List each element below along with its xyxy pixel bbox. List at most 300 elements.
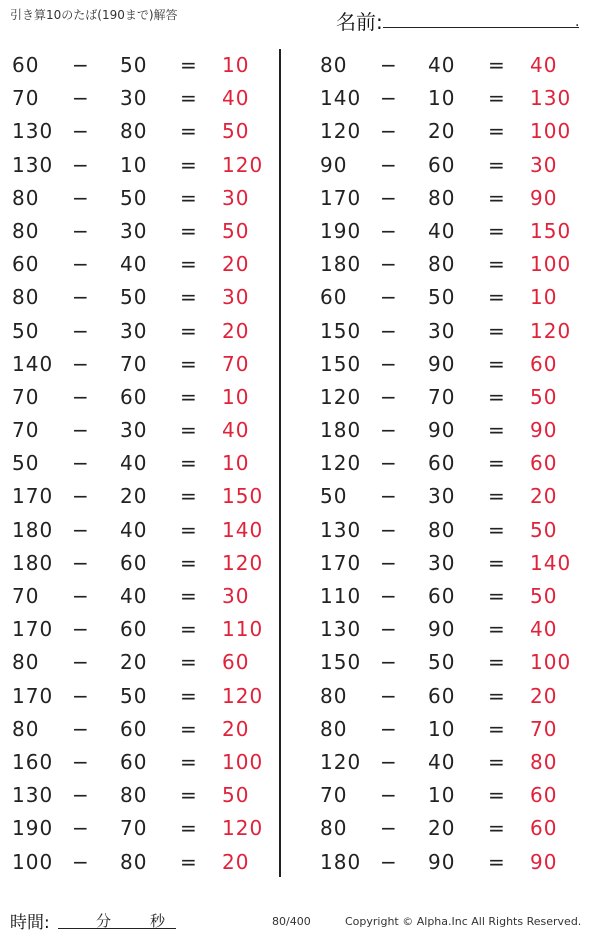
problem-row bbox=[0, 447, 290, 480]
subtrahend: 40 bbox=[428, 218, 456, 243]
minus-sign: − bbox=[72, 152, 90, 177]
subtrahend: 30 bbox=[120, 318, 148, 343]
equals-sign: = bbox=[488, 218, 506, 243]
problem-row bbox=[308, 49, 598, 82]
problem-row bbox=[308, 514, 598, 547]
equals-sign: = bbox=[488, 816, 506, 841]
name-label: 名前: bbox=[336, 10, 383, 34]
minuend: 140 bbox=[320, 86, 362, 111]
answer: 110 bbox=[222, 617, 264, 642]
subtrahend: 30 bbox=[428, 484, 456, 509]
answer: 50 bbox=[530, 384, 558, 409]
problem-row bbox=[0, 680, 290, 713]
problem-row bbox=[308, 315, 598, 348]
problem-row bbox=[308, 281, 598, 314]
equals-sign: = bbox=[180, 849, 198, 874]
subtrahend: 50 bbox=[120, 683, 148, 708]
answer: 20 bbox=[222, 252, 250, 277]
copyright-notice: Copyright © Alpha.Inc All Rights Reserved. bbox=[345, 915, 582, 928]
minus-sign: − bbox=[380, 783, 398, 808]
equals-sign: = bbox=[488, 783, 506, 808]
subtrahend: 30 bbox=[120, 218, 148, 243]
equals-sign: = bbox=[180, 351, 198, 376]
answer: 100 bbox=[530, 119, 572, 144]
right-problem-column bbox=[308, 49, 598, 879]
subtrahend: 80 bbox=[120, 783, 148, 808]
equals-sign: = bbox=[180, 716, 198, 741]
equals-sign: = bbox=[488, 484, 506, 509]
minus-sign: − bbox=[380, 849, 398, 874]
subtrahend: 10 bbox=[428, 716, 456, 741]
subtrahend: 10 bbox=[120, 152, 148, 177]
minutes-label: 分 bbox=[96, 912, 112, 930]
answer: 40 bbox=[530, 617, 558, 642]
answer: 140 bbox=[222, 517, 264, 542]
equals-sign: = bbox=[180, 584, 198, 608]
answer: 50 bbox=[222, 119, 250, 144]
minuend: 90 bbox=[320, 152, 348, 177]
minuend: 130 bbox=[12, 152, 54, 177]
equals-sign: = bbox=[180, 550, 198, 575]
subtrahend: 30 bbox=[428, 550, 456, 575]
problem-row bbox=[0, 779, 290, 812]
subtrahend: 60 bbox=[120, 384, 148, 409]
left-problem-column bbox=[0, 49, 290, 879]
equals-sign: = bbox=[180, 86, 198, 111]
answer: 150 bbox=[530, 218, 572, 243]
subtrahend: 50 bbox=[428, 650, 456, 675]
subtrahend: 20 bbox=[428, 119, 456, 144]
problem-row bbox=[308, 547, 598, 580]
subtrahend: 40 bbox=[120, 451, 148, 476]
equals-sign: = bbox=[488, 418, 506, 443]
minuend: 80 bbox=[320, 816, 348, 841]
minus-sign: − bbox=[72, 451, 90, 476]
equals-sign: = bbox=[180, 252, 198, 277]
problem-row bbox=[0, 646, 290, 679]
minuend: 140 bbox=[12, 351, 54, 376]
answer: 60 bbox=[530, 351, 558, 376]
minuend: 60 bbox=[12, 252, 40, 277]
subtrahend: 60 bbox=[120, 617, 148, 642]
subtrahend: 40 bbox=[120, 584, 148, 608]
minuend: 180 bbox=[12, 550, 54, 575]
answer: 50 bbox=[530, 517, 558, 542]
equals-sign: = bbox=[488, 451, 506, 476]
problem-row bbox=[0, 414, 290, 447]
subtrahend: 10 bbox=[428, 86, 456, 111]
minuend: 100 bbox=[12, 849, 54, 874]
equals-sign: = bbox=[488, 185, 506, 210]
answer: 30 bbox=[222, 285, 250, 310]
minuend: 70 bbox=[12, 584, 40, 608]
minus-sign: − bbox=[72, 584, 90, 608]
answer: 10 bbox=[530, 285, 558, 310]
minuend: 50 bbox=[12, 318, 40, 343]
equals-sign: = bbox=[488, 584, 506, 608]
problem-row bbox=[308, 846, 598, 879]
minus-sign: − bbox=[72, 716, 90, 741]
problem-row bbox=[0, 348, 290, 381]
problem-row bbox=[308, 348, 598, 381]
minus-sign: − bbox=[380, 749, 398, 774]
answer: 10 bbox=[222, 53, 250, 77]
name-input-line[interactable] bbox=[383, 27, 579, 28]
minuend: 170 bbox=[12, 683, 54, 708]
subtrahend: 60 bbox=[120, 550, 148, 575]
equals-sign: = bbox=[180, 53, 198, 77]
minuend: 60 bbox=[12, 53, 40, 77]
minus-sign: − bbox=[72, 617, 90, 642]
minuend: 80 bbox=[12, 716, 40, 741]
minus-sign: − bbox=[72, 384, 90, 409]
answer: 60 bbox=[530, 451, 558, 476]
answer: 20 bbox=[530, 683, 558, 708]
minus-sign: − bbox=[72, 53, 90, 77]
subtrahend: 70 bbox=[120, 351, 148, 376]
subtrahend: 80 bbox=[120, 849, 148, 874]
subtrahend: 90 bbox=[428, 617, 456, 642]
minus-sign: − bbox=[72, 185, 90, 210]
minuend: 150 bbox=[320, 650, 362, 675]
minus-sign: − bbox=[72, 517, 90, 542]
equals-sign: = bbox=[180, 749, 198, 774]
equals-sign: = bbox=[488, 86, 506, 111]
answer: 130 bbox=[530, 86, 572, 111]
problem-row bbox=[0, 248, 290, 281]
equals-sign: = bbox=[488, 683, 506, 708]
subtrahend: 50 bbox=[120, 53, 148, 77]
equals-sign: = bbox=[180, 418, 198, 443]
equals-sign: = bbox=[488, 716, 506, 741]
subtrahend: 80 bbox=[428, 252, 456, 277]
minus-sign: − bbox=[380, 351, 398, 376]
answer: 10 bbox=[222, 384, 250, 409]
minuend: 70 bbox=[12, 86, 40, 111]
answer: 120 bbox=[222, 550, 264, 575]
minus-sign: − bbox=[72, 650, 90, 675]
minuend: 180 bbox=[320, 252, 362, 277]
minus-sign: − bbox=[72, 783, 90, 808]
subtrahend: 30 bbox=[120, 86, 148, 111]
minuend: 170 bbox=[12, 617, 54, 642]
minus-sign: − bbox=[380, 86, 398, 111]
answer: 150 bbox=[222, 484, 264, 509]
minus-sign: − bbox=[380, 152, 398, 177]
subtrahend: 90 bbox=[428, 351, 456, 376]
minuend: 70 bbox=[12, 384, 40, 409]
minus-sign: − bbox=[72, 849, 90, 874]
minus-sign: − bbox=[72, 418, 90, 443]
equals-sign: = bbox=[180, 816, 198, 841]
answer: 20 bbox=[222, 716, 250, 741]
problem-row bbox=[308, 149, 598, 182]
minus-sign: − bbox=[380, 451, 398, 476]
problem-row bbox=[308, 812, 598, 845]
answer: 30 bbox=[222, 584, 250, 608]
equals-sign: = bbox=[488, 384, 506, 409]
answer: 30 bbox=[530, 152, 558, 177]
answer: 60 bbox=[222, 650, 250, 675]
minus-sign: − bbox=[380, 816, 398, 841]
answer: 120 bbox=[222, 152, 264, 177]
answer: 100 bbox=[530, 650, 572, 675]
subtrahend: 60 bbox=[428, 152, 456, 177]
minuend: 70 bbox=[12, 418, 40, 443]
subtrahend: 60 bbox=[428, 683, 456, 708]
time-label: 時間: bbox=[10, 913, 50, 933]
problem-row bbox=[308, 447, 598, 480]
problem-row bbox=[308, 480, 598, 513]
page-number: 80/400 bbox=[272, 915, 311, 928]
equals-sign: = bbox=[180, 650, 198, 675]
minus-sign: − bbox=[72, 550, 90, 575]
minus-sign: − bbox=[380, 517, 398, 542]
problem-row bbox=[0, 182, 290, 215]
subtrahend: 90 bbox=[428, 418, 456, 443]
answer: 40 bbox=[530, 53, 558, 77]
minus-sign: − bbox=[380, 318, 398, 343]
subtrahend: 20 bbox=[120, 650, 148, 675]
minuend: 170 bbox=[320, 185, 362, 210]
problem-row bbox=[0, 281, 290, 314]
answer: 70 bbox=[530, 716, 558, 741]
minus-sign: − bbox=[72, 351, 90, 376]
minus-sign: − bbox=[72, 119, 90, 144]
equals-sign: = bbox=[488, 119, 506, 144]
equals-sign: = bbox=[180, 451, 198, 476]
minuend: 160 bbox=[12, 749, 54, 774]
minuend: 80 bbox=[320, 716, 348, 741]
answer: 120 bbox=[530, 318, 572, 343]
minus-sign: − bbox=[72, 86, 90, 111]
problem-row bbox=[0, 514, 290, 547]
problem-row bbox=[308, 646, 598, 679]
minuend: 70 bbox=[320, 783, 348, 808]
problem-row bbox=[308, 381, 598, 414]
minuend: 120 bbox=[320, 119, 362, 144]
problem-row bbox=[0, 315, 290, 348]
equals-sign: = bbox=[180, 152, 198, 177]
equals-sign: = bbox=[488, 517, 506, 542]
answer: 20 bbox=[530, 484, 558, 509]
answer: 10 bbox=[222, 451, 250, 476]
answer: 60 bbox=[530, 783, 558, 808]
subtrahend: 20 bbox=[120, 484, 148, 509]
minuend: 130 bbox=[12, 119, 54, 144]
equals-sign: = bbox=[180, 783, 198, 808]
subtrahend: 90 bbox=[428, 849, 456, 874]
answer: 100 bbox=[530, 252, 572, 277]
minus-sign: − bbox=[72, 749, 90, 774]
problem-row bbox=[308, 82, 598, 115]
minus-sign: − bbox=[380, 584, 398, 608]
problem-row bbox=[308, 248, 598, 281]
minus-sign: − bbox=[380, 716, 398, 741]
equals-sign: = bbox=[488, 53, 506, 77]
problem-row bbox=[0, 746, 290, 779]
subtrahend: 40 bbox=[428, 749, 456, 774]
answer: 70 bbox=[222, 351, 250, 376]
subtrahend: 70 bbox=[120, 816, 148, 841]
problem-row bbox=[0, 381, 290, 414]
minus-sign: − bbox=[380, 285, 398, 310]
minus-sign: − bbox=[380, 617, 398, 642]
minuend: 120 bbox=[320, 749, 362, 774]
equals-sign: = bbox=[488, 650, 506, 675]
equals-sign: = bbox=[488, 285, 506, 310]
problem-row bbox=[0, 846, 290, 879]
answer: 20 bbox=[222, 849, 250, 874]
subtrahend: 60 bbox=[120, 716, 148, 741]
minuend: 50 bbox=[12, 451, 40, 476]
problem-row bbox=[0, 547, 290, 580]
minuend: 80 bbox=[12, 650, 40, 675]
minus-sign: − bbox=[72, 218, 90, 243]
equals-sign: = bbox=[180, 285, 198, 310]
minus-sign: − bbox=[72, 252, 90, 277]
equals-sign: = bbox=[488, 152, 506, 177]
problem-row bbox=[308, 746, 598, 779]
minus-sign: − bbox=[72, 816, 90, 841]
minuend: 80 bbox=[12, 185, 40, 210]
minuend: 130 bbox=[12, 783, 54, 808]
subtrahend: 30 bbox=[428, 318, 456, 343]
minuend: 80 bbox=[12, 285, 40, 310]
problem-row bbox=[0, 580, 290, 613]
subtrahend: 50 bbox=[428, 285, 456, 310]
answer: 100 bbox=[222, 749, 264, 774]
answer: 140 bbox=[530, 550, 572, 575]
answer: 50 bbox=[530, 584, 558, 608]
equals-sign: = bbox=[180, 218, 198, 243]
minus-sign: − bbox=[380, 683, 398, 708]
problem-row bbox=[0, 82, 290, 115]
answer: 90 bbox=[530, 849, 558, 874]
problem-row bbox=[0, 215, 290, 248]
worksheet-title: 引き算10のたば(190まで)解答 bbox=[10, 8, 178, 22]
subtrahend: 40 bbox=[120, 252, 148, 277]
minus-sign: − bbox=[380, 384, 398, 409]
minuend: 190 bbox=[12, 816, 54, 841]
answer: 60 bbox=[530, 816, 558, 841]
answer: 90 bbox=[530, 185, 558, 210]
minuend: 80 bbox=[320, 53, 348, 77]
minuend: 180 bbox=[320, 418, 362, 443]
problem-row bbox=[0, 812, 290, 845]
problem-row bbox=[308, 713, 598, 746]
equals-sign: = bbox=[488, 252, 506, 277]
subtrahend: 80 bbox=[428, 185, 456, 210]
subtrahend: 40 bbox=[120, 517, 148, 542]
minuend: 150 bbox=[320, 351, 362, 376]
subtrahend: 80 bbox=[428, 517, 456, 542]
minuend: 120 bbox=[320, 451, 362, 476]
equals-sign: = bbox=[180, 318, 198, 343]
answer: 50 bbox=[222, 218, 250, 243]
subtrahend: 30 bbox=[120, 418, 148, 443]
answer: 30 bbox=[222, 185, 250, 210]
minuend: 80 bbox=[12, 218, 40, 243]
subtrahend: 60 bbox=[428, 451, 456, 476]
equals-sign: = bbox=[488, 849, 506, 874]
minus-sign: − bbox=[72, 683, 90, 708]
answer: 120 bbox=[222, 683, 264, 708]
problem-row bbox=[0, 115, 290, 148]
minuend: 50 bbox=[320, 484, 348, 509]
subtrahend: 60 bbox=[428, 584, 456, 608]
minus-sign: − bbox=[72, 318, 90, 343]
equals-sign: = bbox=[488, 550, 506, 575]
equals-sign: = bbox=[488, 749, 506, 774]
answer: 120 bbox=[222, 816, 264, 841]
problem-row bbox=[0, 49, 290, 82]
problem-row bbox=[0, 480, 290, 513]
equals-sign: = bbox=[488, 617, 506, 642]
minuend: 170 bbox=[320, 550, 362, 575]
minus-sign: − bbox=[72, 484, 90, 509]
subtrahend: 20 bbox=[428, 816, 456, 841]
problem-row bbox=[0, 613, 290, 646]
problem-row bbox=[308, 779, 598, 812]
answer: 90 bbox=[530, 418, 558, 443]
minuend: 180 bbox=[320, 849, 362, 874]
minuend: 120 bbox=[320, 384, 362, 409]
subtrahend: 10 bbox=[428, 783, 456, 808]
subtrahend: 50 bbox=[120, 285, 148, 310]
answer: 40 bbox=[222, 418, 250, 443]
subtrahend: 40 bbox=[428, 53, 456, 77]
equals-sign: = bbox=[180, 617, 198, 642]
problem-row bbox=[308, 182, 598, 215]
minus-sign: − bbox=[380, 185, 398, 210]
minuend: 110 bbox=[320, 584, 362, 608]
minus-sign: − bbox=[380, 252, 398, 277]
equals-sign: = bbox=[180, 517, 198, 542]
equals-sign: = bbox=[180, 185, 198, 210]
minus-sign: − bbox=[380, 484, 398, 509]
subtrahend: 70 bbox=[428, 384, 456, 409]
equals-sign: = bbox=[488, 318, 506, 343]
minuend: 60 bbox=[320, 285, 348, 310]
minus-sign: − bbox=[72, 285, 90, 310]
problem-row bbox=[308, 215, 598, 248]
minus-sign: − bbox=[380, 53, 398, 77]
problem-row bbox=[308, 414, 598, 447]
equals-sign: = bbox=[180, 119, 198, 144]
minuend: 130 bbox=[320, 517, 362, 542]
minuend: 180 bbox=[12, 517, 54, 542]
equals-sign: = bbox=[180, 384, 198, 409]
minus-sign: − bbox=[380, 119, 398, 144]
minus-sign: − bbox=[380, 218, 398, 243]
problem-row bbox=[308, 613, 598, 646]
problem-row bbox=[0, 713, 290, 746]
equals-sign: = bbox=[180, 484, 198, 509]
minuend: 190 bbox=[320, 218, 362, 243]
problem-row bbox=[0, 149, 290, 182]
subtrahend: 60 bbox=[120, 749, 148, 774]
problem-row bbox=[308, 680, 598, 713]
minuend: 150 bbox=[320, 318, 362, 343]
answer: 20 bbox=[222, 318, 250, 343]
problem-row bbox=[308, 580, 598, 613]
minus-sign: − bbox=[380, 550, 398, 575]
minuend: 80 bbox=[320, 683, 348, 708]
subtrahend: 80 bbox=[120, 119, 148, 144]
answer: 40 bbox=[222, 86, 250, 111]
answer: 50 bbox=[222, 783, 250, 808]
